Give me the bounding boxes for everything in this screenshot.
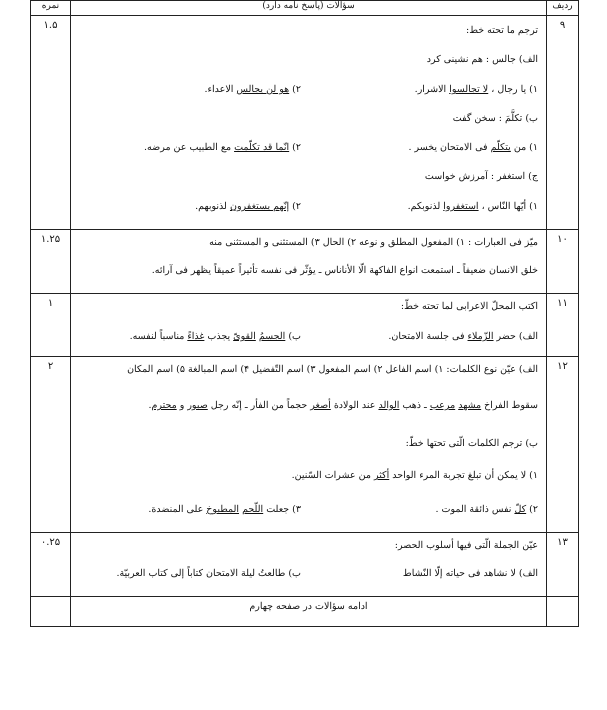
section-label: الف) جالس : هم نشینی کرد bbox=[426, 54, 538, 65]
instruction: میّز فی العبارات : ۱) المفعول المطلق و نوعه ۲) الحال ۳) المستثنی و المستثنی منه bbox=[209, 237, 538, 248]
question-row-9 bbox=[31, 16, 579, 230]
exam-table bbox=[30, 0, 579, 627]
question-score: ۱.۲۵ bbox=[31, 230, 71, 294]
question-number: ۱۰ bbox=[547, 230, 579, 294]
question-row-12 bbox=[31, 357, 579, 533]
section-label: ب) تکلَّمَ : سخن گفت bbox=[452, 113, 538, 124]
section-label: ب) ترجم الکلمات الّتی تحتها خطّ: bbox=[405, 438, 538, 449]
sentence: ۳) جعلت اللّحم المطبوخ علی المنضدة. bbox=[148, 504, 301, 515]
question-body bbox=[71, 230, 547, 294]
question-body bbox=[71, 16, 547, 230]
question-number: ۹ bbox=[547, 16, 579, 230]
sentence: ۲) انّما قد تکلّمت مع الطبیب عن مرضه. bbox=[144, 142, 301, 153]
sentence: ۱) أیّها النّاس ، استغفروا لذنوبکم. bbox=[407, 201, 538, 212]
sentence: الف) حضر الزّملاء فی جلسة الامتحان. bbox=[388, 331, 538, 342]
sentence: ۱) یا رجال ، لا تجالسوا الاشرار. bbox=[414, 84, 538, 95]
header-score: نمره bbox=[31, 1, 71, 16]
question-row-10 bbox=[31, 230, 579, 294]
instruction: ترجم ما تحته خط: bbox=[466, 25, 538, 36]
header-row bbox=[31, 1, 579, 16]
question-number: ۱۱ bbox=[547, 294, 579, 357]
question-row-13 bbox=[31, 533, 579, 597]
sentence: ۱) من یتکلّم فی الامتحان یخسر . bbox=[408, 142, 538, 153]
question-score: ۰.۲۵ bbox=[31, 533, 71, 597]
question-body bbox=[71, 533, 547, 597]
instruction: الف) عیّن نوع الکلمات: ۱) اسم الفاعل ۲) اسم المفعول ۳) اسم التّفضیل ۴) اسم المبالغة ۵) اسم المکان bbox=[127, 364, 538, 375]
instruction: عیّن الجملة الّتی فیها أسلوب الحصر: bbox=[394, 540, 538, 551]
sentence: سقوط الفراخ مشهد مرعب ـ ذهب الوالد عند الولادة أصغر حجماً من الفأر ـ إنّه رجل صبور و محترم. bbox=[148, 400, 538, 411]
sentence: ۱) لا یمکن أن تبلغ تجربة المرء الواحد أکثر من عشرات السّنین. bbox=[291, 470, 538, 481]
header-questions: سؤالات (پاسخ نامه دارد) bbox=[71, 1, 547, 16]
sentence: ۲) کلّ نفس ذائقة الموت . bbox=[435, 504, 538, 515]
option-a: الف) لا نشاهد فی حیاته إلّا النّشاط bbox=[402, 568, 538, 579]
continuation-note: ادامه سؤالات در صفحه چهارم bbox=[71, 597, 547, 627]
section-label: ج) استغفر : آمرزش خواست bbox=[424, 171, 538, 182]
question-row-11 bbox=[31, 294, 579, 357]
question-score: ۱ bbox=[31, 294, 71, 357]
sentence: خلق الانسان ضعیفاً ـ استمعت انواع الفاکهة الّا الأناناس ـ یؤثّر فی نفسه تأثیراً عمیقاً یظهر فی آرائه. bbox=[151, 265, 538, 276]
footer-row bbox=[31, 597, 579, 627]
question-number: ۱۲ bbox=[547, 357, 579, 533]
question-number: ۱۳ bbox=[547, 533, 579, 597]
sentence: ب) الجسمُ القویّ یجذب غذاءً مناسباً لنفسه. bbox=[129, 331, 301, 342]
option-b: ب) طالعتُ لیلة الامتحان کتاباً إلی کتاب العربیّة. bbox=[116, 568, 301, 579]
question-score: ۲ bbox=[31, 357, 71, 533]
question-score: ۱.۵ bbox=[31, 16, 71, 230]
question-body bbox=[71, 294, 547, 357]
question-body bbox=[71, 357, 547, 533]
sentence: ۲) هو لن یجالس الاعداء. bbox=[204, 84, 301, 95]
sentence: ۲) إنّهم یستغفرون لذنوبهم. bbox=[195, 201, 301, 212]
instruction: اکتب المحلّ الاعرابی لما تحته خطّ: bbox=[400, 301, 538, 312]
header-num: ردیف bbox=[547, 1, 579, 16]
